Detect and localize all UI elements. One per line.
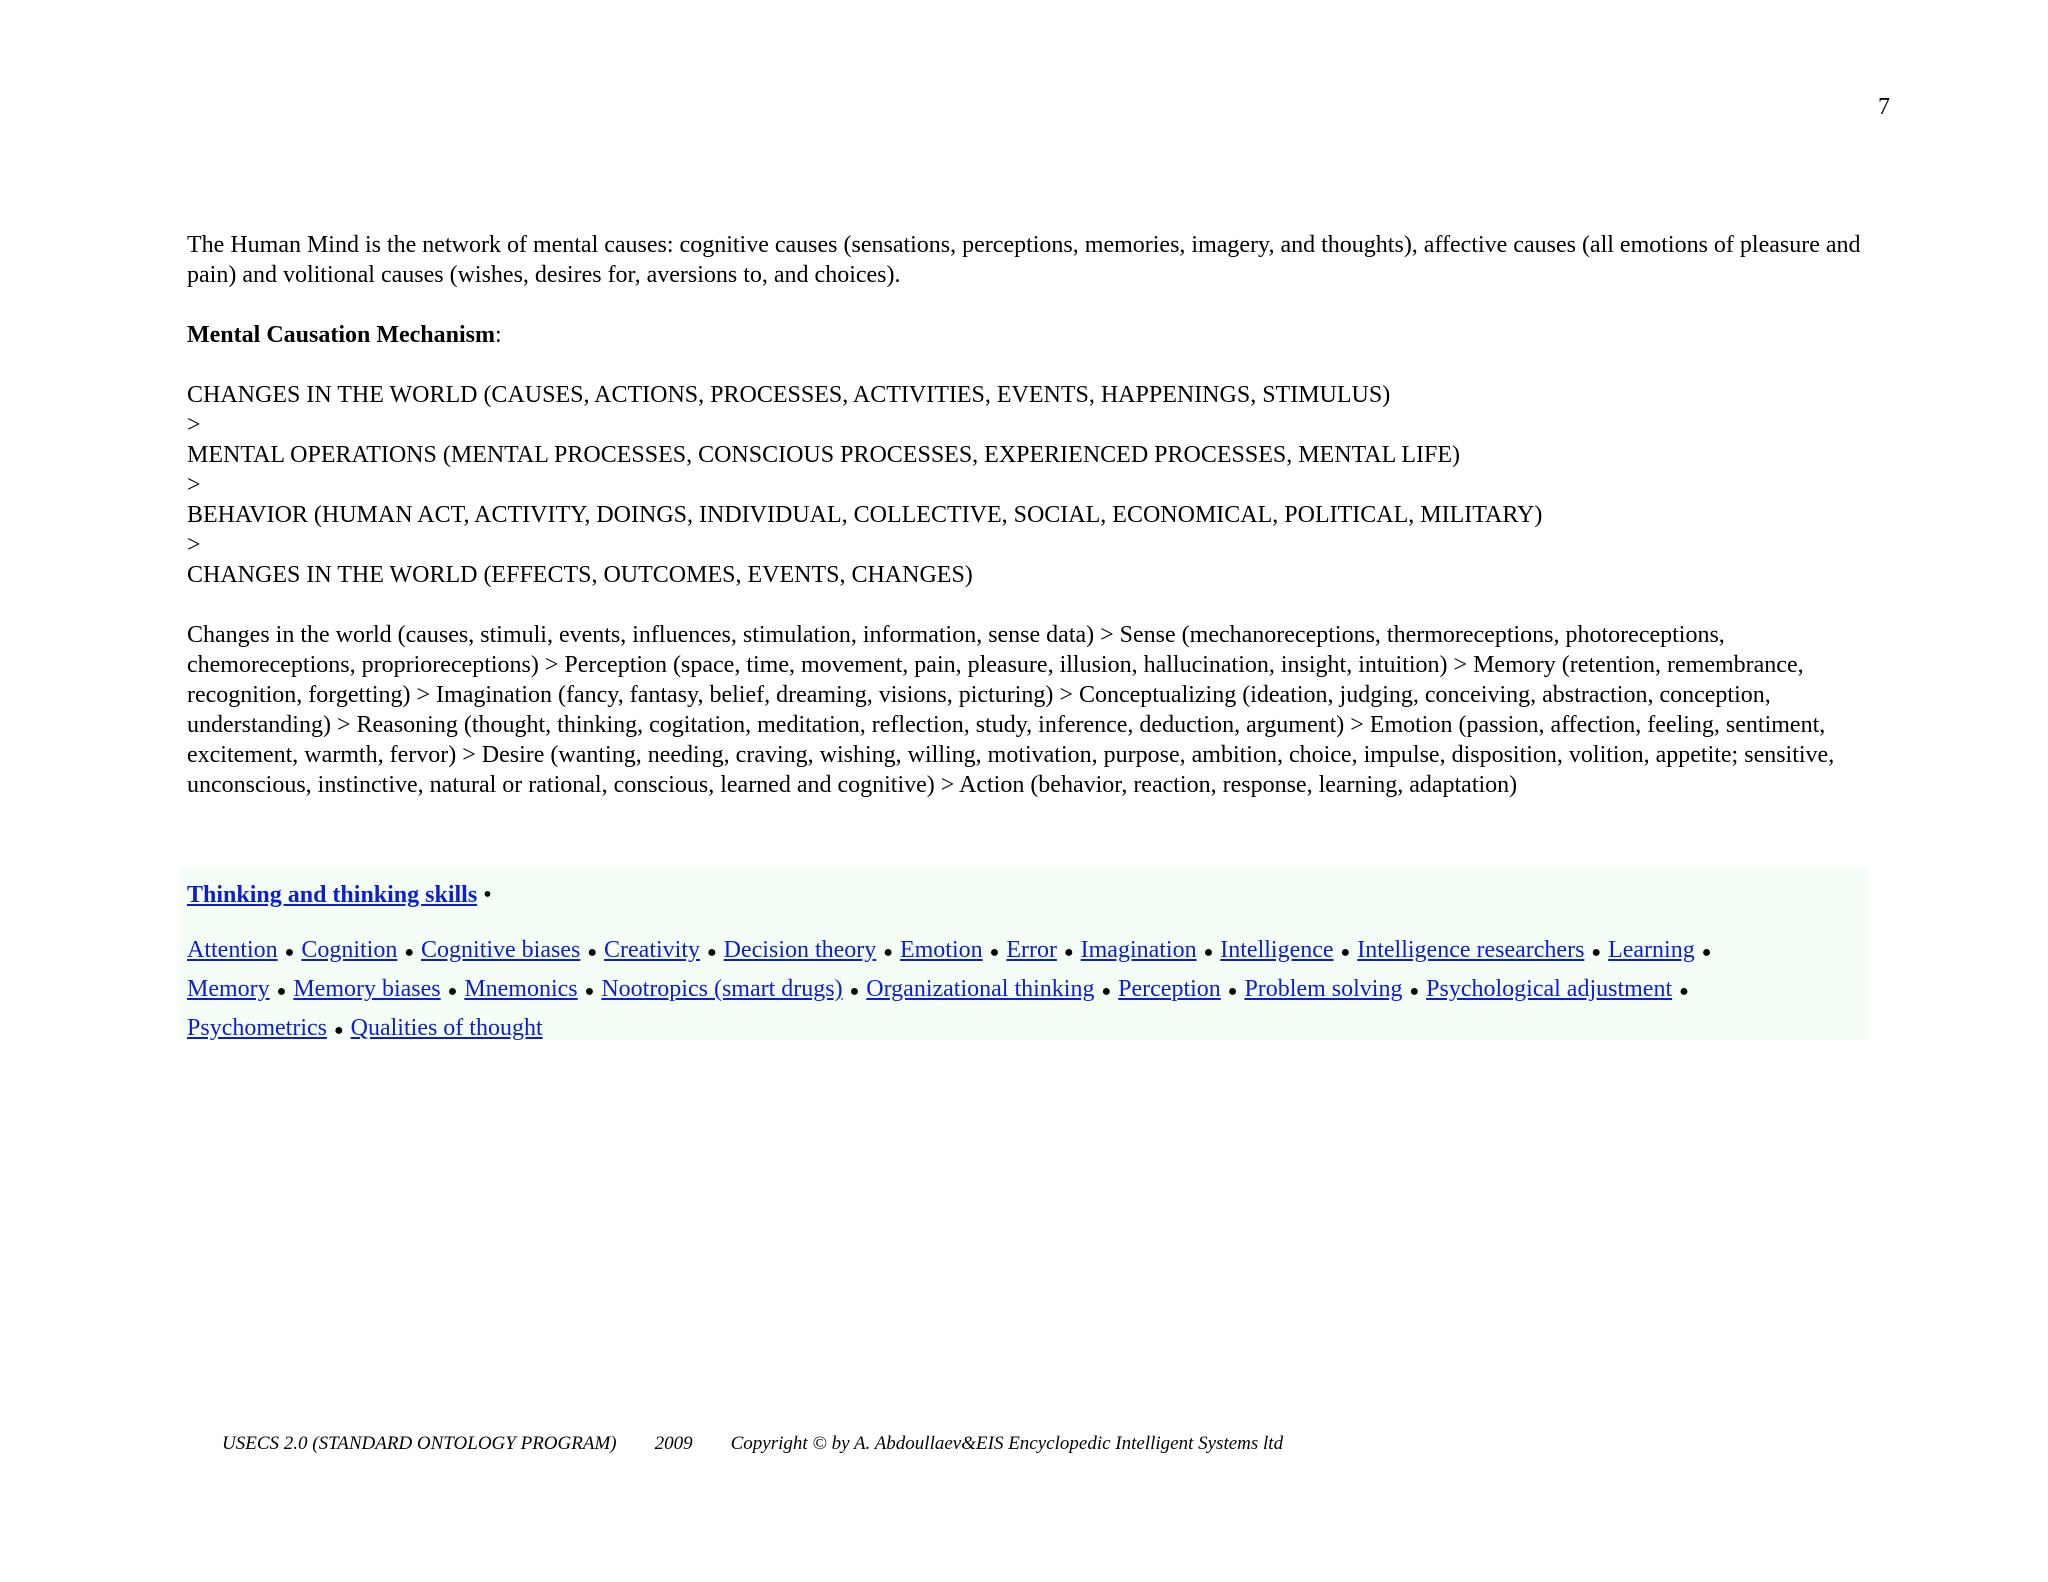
mechanism-arrow: > <box>187 472 201 498</box>
navbox-link-problem-solving[interactable]: Problem solving <box>1244 976 1403 1002</box>
causal-chain-paragraph: Changes in the world (causes, stimuli, events, influences, stimulation, information, sense data) > Sense (mechanoreceptions, thermoreceptions, photoreceptions, chemoreceptions, proprioreceptions) > Perception (space, time, movement, pain, pleasure, illusion, hallucination, insight, intuition) > Memory (retention, remembrance, recognition, forgetting) > Imagination (fancy, fantasy, belief, dreaming, visions, picturing) > Conceptualizing (ideation, judging, conceiving, abstraction, conception, understanding) > Reasoning (thought, thinking, cogitation, meditation, reflection, study, inference, deduction, argument) > Emotion (passion, affection, feeling, sentiment, excitement, warmth, fervor) > Desire (wanting, needing, craving, wishing, willing, motivation, purpose, ambition, choice, impulse, disposition, volition, appetite; sensitive, unconscious, instinctive, natural or rational, conscious, learned and cognitive) > Action (behavior, reaction, response, learning, adaptation) <box>187 622 1835 798</box>
navbox-inner <box>187 866 1867 1049</box>
navbox-link-decision-theory[interactable]: Decision theory <box>723 937 877 963</box>
navbox-title-link[interactable]: Thinking and thinking skills <box>187 882 478 908</box>
navbox-link-intelligence[interactable]: Intelligence <box>1220 937 1334 963</box>
bullet-separator: ● <box>1679 983 1689 1000</box>
bullet-separator: ● <box>1203 944 1214 961</box>
bullet-separator: ● <box>1101 983 1112 1000</box>
navbox-link-attention[interactable]: Attention <box>187 937 278 963</box>
navbox-title-row <box>187 880 1867 910</box>
footer-year: 2009 <box>654 1433 693 1454</box>
bullet-separator: ● <box>883 944 893 961</box>
bullet-separator: ● <box>1409 983 1420 1000</box>
mechanism-line: BEHAVIOR (HUMAN ACT, ACTIVITY, DOINGS, INDIVIDUAL, COLLECTIVE, SOCIAL, ECONOMICAL, POLITICAL, MILITARY) <box>187 502 1543 528</box>
mechanism-arrow: > <box>187 412 201 438</box>
navbox-link-memory[interactable]: Memory <box>187 976 270 1002</box>
navbox-link-imagination[interactable]: Imagination <box>1080 937 1197 963</box>
section-heading-text: Mental Causation Mechanism <box>187 322 495 348</box>
bullet-separator: ● <box>284 944 295 961</box>
bullet-separator: ● <box>276 983 287 1000</box>
bullet-separator: ● <box>333 1022 344 1039</box>
bullet-separator: ● <box>1591 944 1602 961</box>
mechanism-line: MENTAL OPERATIONS (MENTAL PROCESSES, CONSCIOUS PROCESSES, EXPERIENCED PROCESSES, MENTAL LIFE) <box>187 442 1461 468</box>
navbox-link-error[interactable]: Error <box>1006 937 1057 963</box>
navbox-link-psychological-adjustment[interactable]: Psychological adjustment <box>1426 976 1673 1002</box>
page-footer <box>222 1433 1321 1455</box>
bullet-separator: ● <box>1227 983 1238 1000</box>
navbox-link-qualities-of-thought[interactable]: Qualities of thought <box>350 1015 543 1041</box>
section-heading-colon: : <box>495 322 502 348</box>
bullet-separator: ● <box>989 944 1000 961</box>
mechanism-line: CHANGES IN THE WORLD (CAUSES, ACTIONS, PROCESSES, ACTIVITIES, EVENTS, HAPPENINGS, STIMULUS) <box>187 382 1391 408</box>
page-number: 7 <box>1878 94 1890 120</box>
navbox <box>179 866 1869 1040</box>
bullet-separator: ● <box>707 944 717 961</box>
intro-paragraph: The Human Mind is the network of mental causes: cognitive causes (sensations, perceptions, memories, imagery, and thoughts), affective causes (all emotions of pleasure and pain) and volitional causes (wishes, desires for, aversions to, and choices). <box>187 232 1861 288</box>
navbox-link-cognitive-biases[interactable]: Cognitive biases <box>421 937 581 963</box>
navbox-link-mnemonics[interactable]: Mnemonics <box>464 976 578 1002</box>
navbox-link-intelligence-researchers[interactable]: Intelligence researchers <box>1357 937 1585 963</box>
navbox-link-psychometrics[interactable]: Psychometrics <box>187 1015 327 1041</box>
bullet-separator: ● <box>447 983 458 1000</box>
navbox-link-organizational-thinking[interactable]: Organizational thinking <box>866 976 1095 1002</box>
bullet-separator: ● <box>587 944 598 961</box>
section-heading <box>187 320 1867 350</box>
navbox-link-learning[interactable]: Learning <box>1608 937 1695 963</box>
bullet-separator: ● <box>849 983 860 1000</box>
bullet-separator: ● <box>1701 944 1712 961</box>
navbox-link-nootropics[interactable]: Nootropics (smart drugs) <box>601 976 843 1002</box>
footer-program: USECS 2.0 (STANDARD ONTOLOGY PROGRAM) <box>222 1433 617 1454</box>
navbox-links <box>187 932 1867 1049</box>
navbox-link-perception[interactable]: Perception <box>1118 976 1221 1002</box>
bullet-separator: ● <box>584 983 595 1000</box>
mechanism-line: CHANGES IN THE WORLD (EFFECTS, OUTCOMES, EVENTS, CHANGES) <box>187 562 973 588</box>
bullet-separator: ● <box>1340 944 1351 961</box>
mechanism-list <box>187 380 1867 590</box>
bullet-separator: ● <box>1063 944 1074 961</box>
navbox-link-cognition[interactable]: Cognition <box>301 937 398 963</box>
bullet-separator: ● <box>404 944 415 961</box>
navbox-title-bullet: • <box>483 882 492 908</box>
footer-copyright: Copyright © by A. Abdoullaev&EIS Encyclopedic Intelligent Systems ltd <box>730 1433 1284 1454</box>
navbox-link-memory-biases[interactable]: Memory biases <box>293 976 441 1002</box>
mechanism-arrow: > <box>187 532 201 558</box>
navbox-link-emotion[interactable]: Emotion <box>899 937 983 963</box>
main-content <box>187 230 1867 820</box>
navbox-link-creativity[interactable]: Creativity <box>604 937 700 963</box>
